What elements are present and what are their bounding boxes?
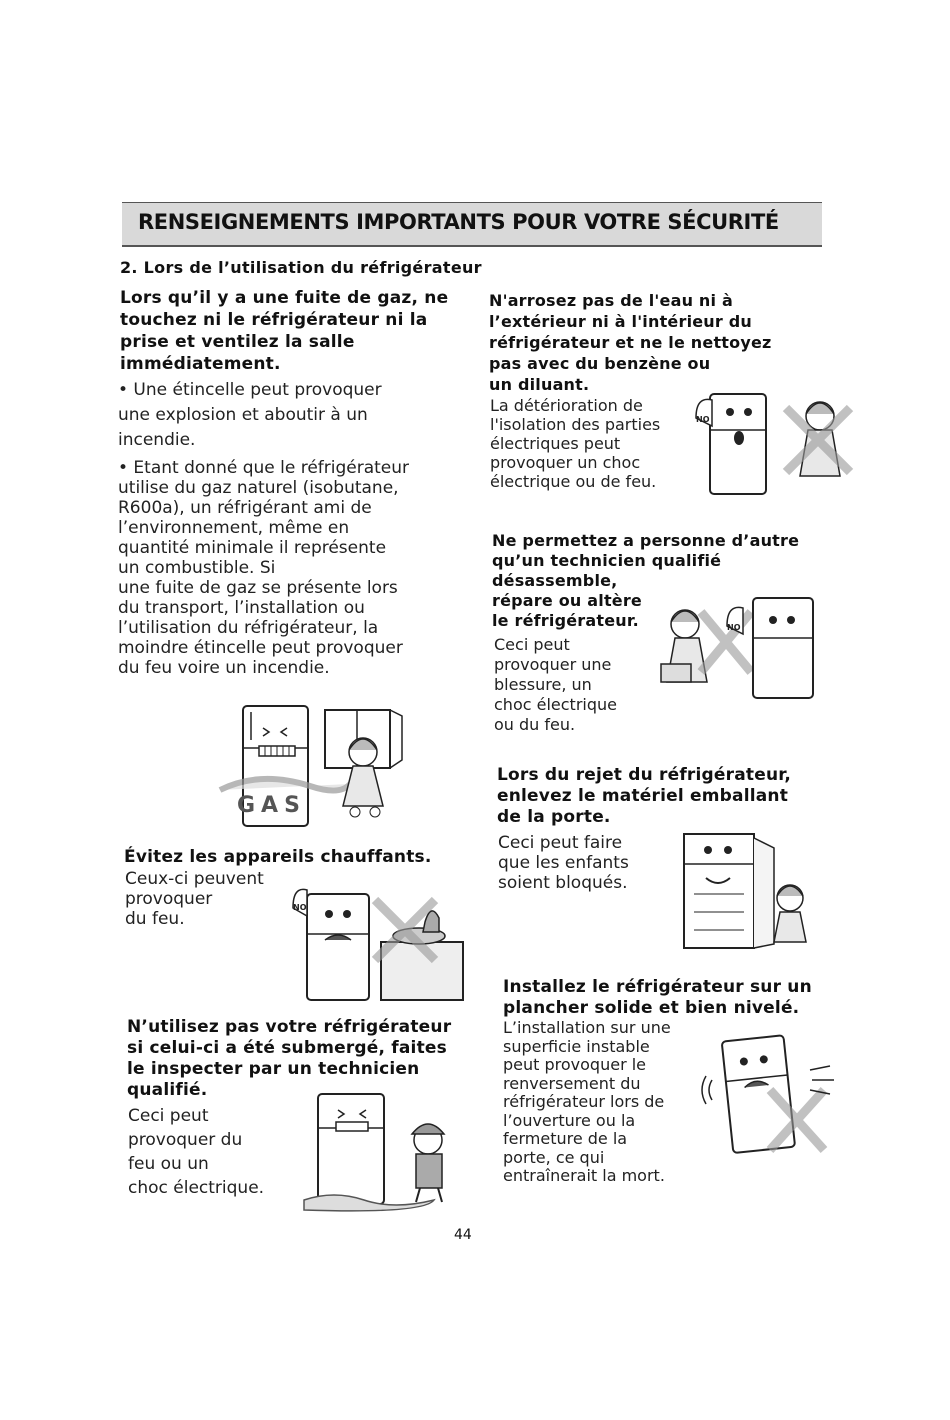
fridge-figure bbox=[753, 598, 813, 698]
water-body: La détérioration de l'isolation des parties électriques peut provoquer un choc électrique ou de feu. bbox=[490, 396, 661, 491]
gas-bullet-2: • Etant donné que le réfrigérateur utilise du gaz naturel (isobutane, R600a), un réfrigérant ami de l’environnement, même en quantité minimale il représente un combustible. Si une fuite de gaz se présente lors du transport, l’installation ou l’utilisation du réfrigérateur, la moindre étincelle peut provoquer du feu voire un incendie. bbox=[118, 458, 410, 678]
water-illustration bbox=[690, 378, 860, 503]
heaters-body: Ceux-ci peuvent provoquer du feu. bbox=[125, 869, 264, 929]
disposal-heading: Lors du rejet du réfrigérateur, enlevez le matériel emballant de la porte. bbox=[497, 765, 792, 827]
no-badge-text: NO bbox=[696, 415, 710, 424]
no-badge-text: NO bbox=[727, 623, 741, 632]
flood-illustration bbox=[300, 1088, 470, 1216]
no-badge bbox=[696, 399, 712, 426]
toolbox bbox=[661, 664, 691, 682]
section-title: 2. Lors de l’utilisation du réfrigérateur bbox=[120, 258, 482, 277]
water-heading: N'arrosez pas de l'eau ni à l’extérieur ni à l'intérieur du réfrigérateur et ne le nettoyez pas avec du benzène ou un diluant. bbox=[489, 291, 772, 394]
fridge-figure bbox=[684, 834, 754, 948]
unstable-floor-illustration bbox=[700, 1030, 850, 1160]
floor-body: L’installation sur une superficie instable peut provoquer le renversement du réfrigérateur lors de l’ouverture ou la fermeture de la porte, ce qui entraînerait la mort. bbox=[503, 1018, 671, 1185]
disposal-illustration bbox=[678, 828, 818, 956]
flood-heading: N’utilisez pas votre réfrigérateur si celui-ci a été submergé, faites le inspecter par un technicien qualifié. bbox=[127, 1017, 452, 1100]
fridge-figure bbox=[318, 1094, 384, 1204]
repair-heading: Ne permettez a personne d’autre qu’un technicien qualifié désassemble, répare ou altère le réfrigérateur. bbox=[492, 531, 800, 630]
child-figure bbox=[774, 885, 806, 942]
technician-figure bbox=[412, 1124, 444, 1202]
floor-heading: Installez le réfrigérateur sur un plancher solide et bien nivelé. bbox=[503, 977, 812, 1018]
no-badge-text: NO bbox=[293, 903, 307, 912]
no-badge bbox=[727, 607, 743, 634]
page-number: 44 bbox=[454, 1227, 472, 1243]
gas-leak-heading: Lors qu’il y a une fuite de gaz, ne touchez ni le réfrigérateur ni la prise et ventilez la salle immédiatement. bbox=[120, 288, 449, 374]
girl-figure bbox=[343, 738, 383, 817]
no-badge bbox=[293, 889, 307, 916]
header-banner bbox=[122, 202, 822, 247]
disposal-body: Ceci peut faire que les enfants soient bloqués. bbox=[498, 833, 629, 893]
flood-body: Ceci peut provoquer du feu ou un choc électrique. bbox=[128, 1106, 265, 1198]
gas-label: GAS bbox=[237, 793, 306, 818]
page-title: RENSEIGNEMENTS IMPORTANTS POUR VOTRE SÉCURITÉ bbox=[138, 210, 779, 234]
repair-body: Ceci peut provoquer une blessure, un choc électrique ou du feu. bbox=[494, 635, 617, 734]
heaters-heading: Évitez les appareils chauffants. bbox=[124, 847, 432, 867]
gas-leak-illustration bbox=[215, 700, 415, 835]
shake-lines bbox=[702, 1076, 712, 1104]
open-door bbox=[754, 838, 774, 948]
heater-illustration bbox=[285, 880, 470, 1005]
fridge-figure bbox=[307, 894, 369, 1000]
gas-bullet-1: • Une étincelle peut provoquer une explosion et aboutir à un incendie. bbox=[118, 380, 382, 450]
repair-illustration bbox=[645, 592, 835, 712]
